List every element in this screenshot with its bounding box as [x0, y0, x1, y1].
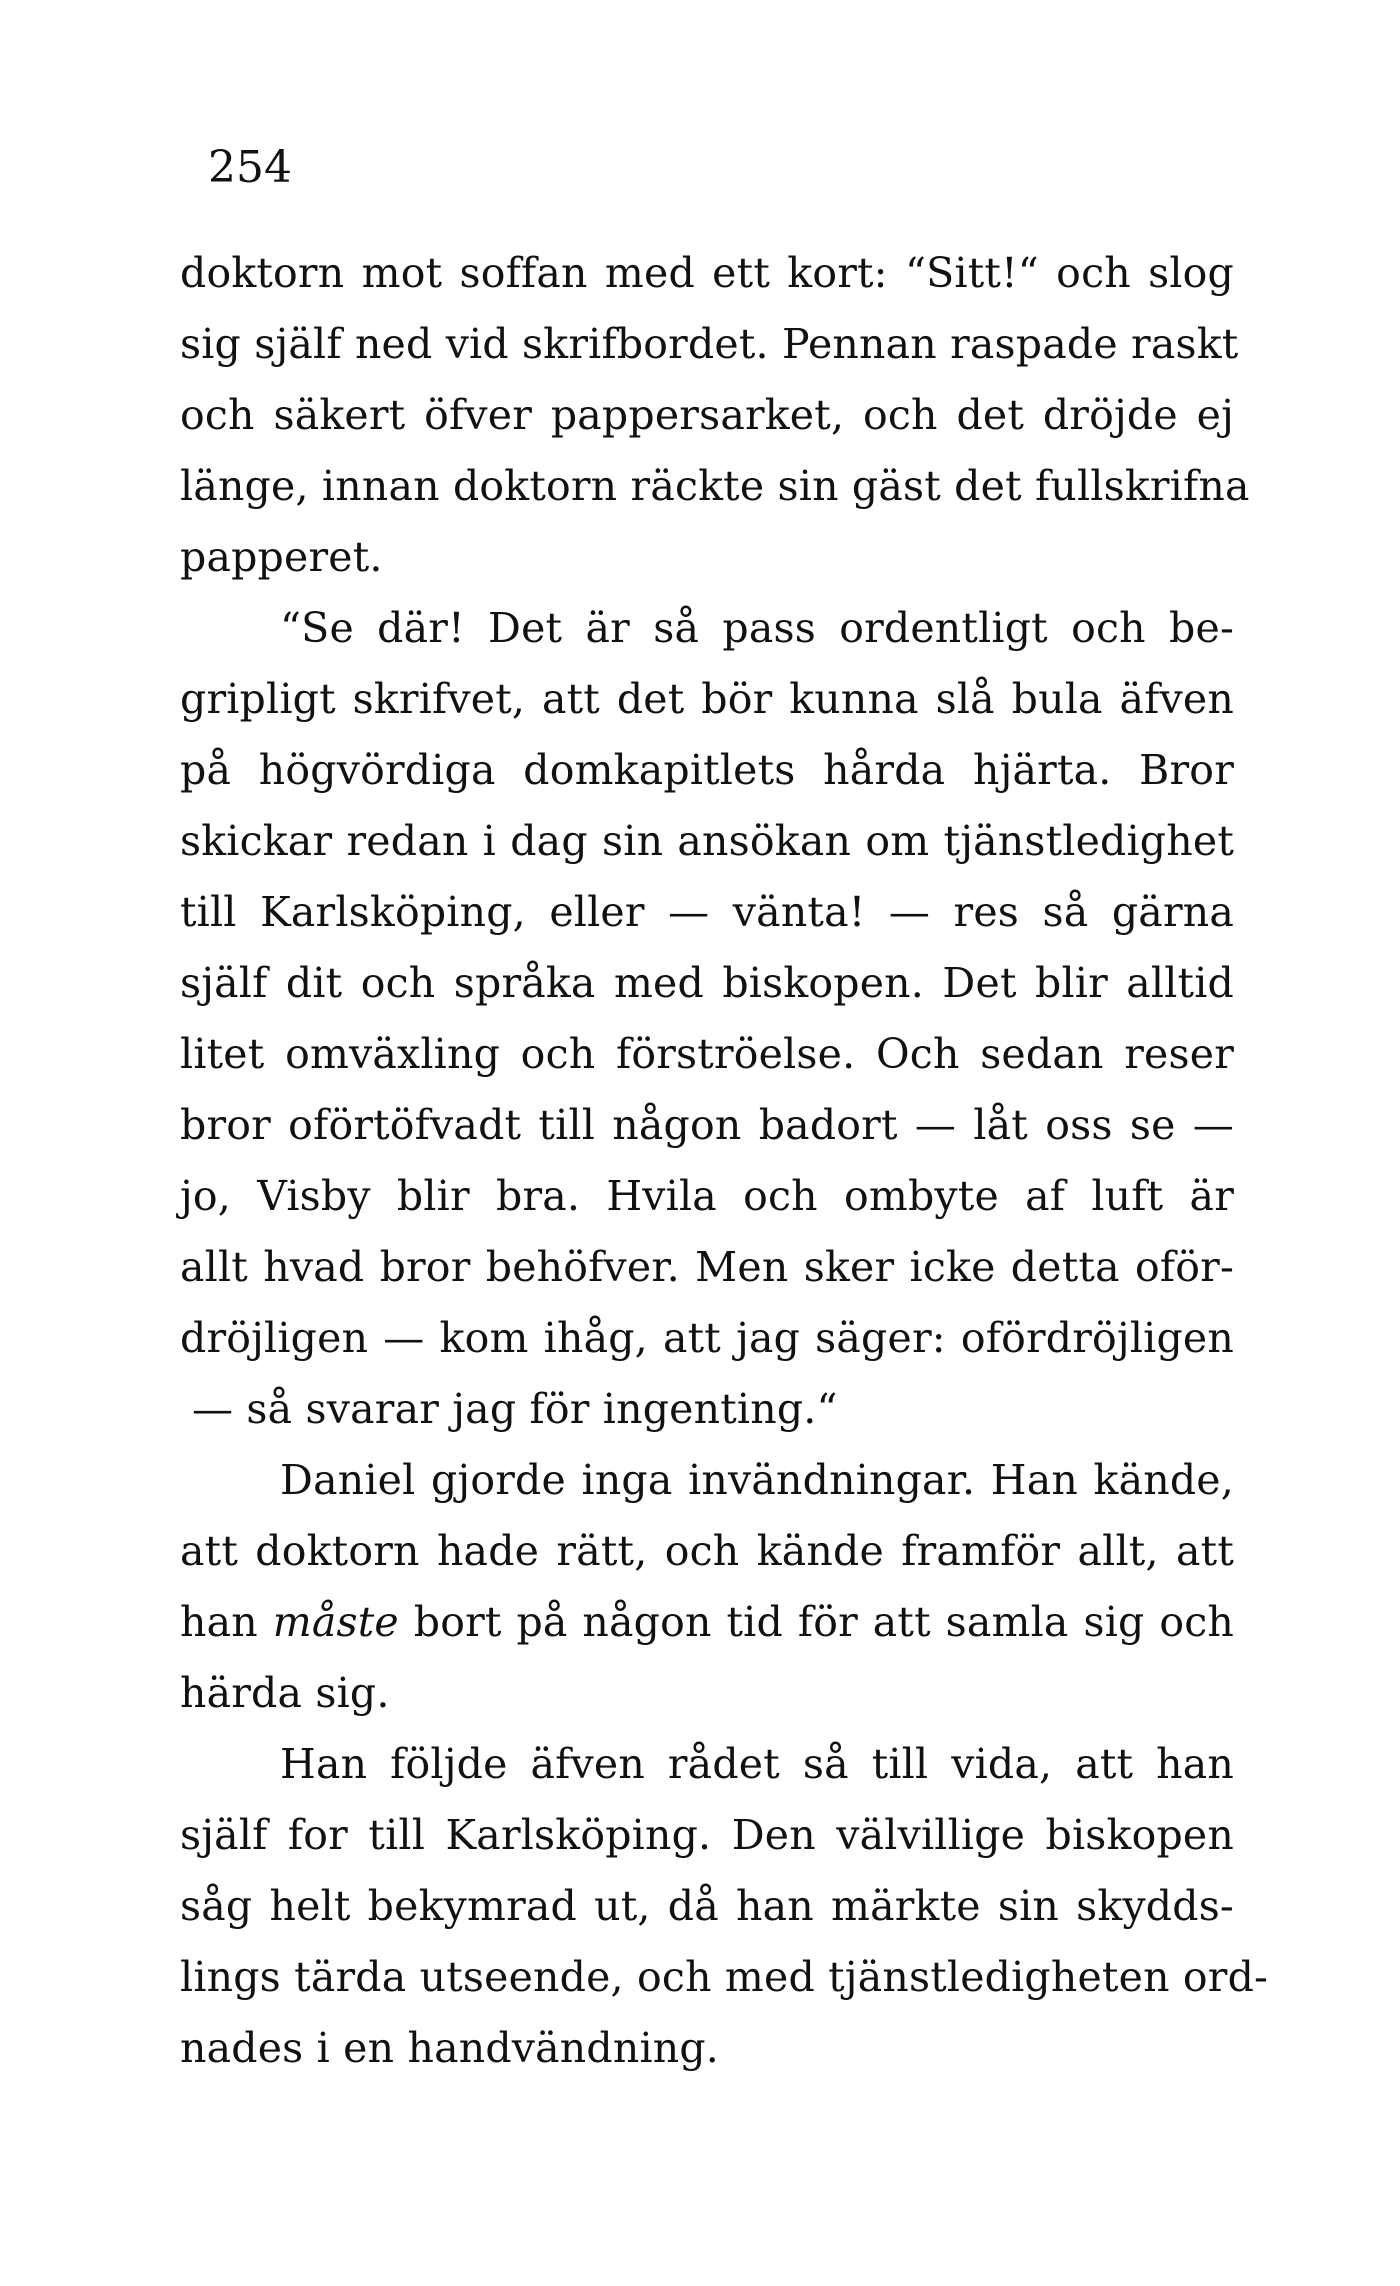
- text-line-13: bror oförtöfvadt till någon badort — låt oss se —: [180, 1101, 1234, 1149]
- text-line-26: nades i en handvändning.: [180, 2024, 720, 2072]
- text-line-25: lings tärda utseende, och med tjänstledigheten ord-: [180, 1953, 1269, 2001]
- text-line-23: själf for till Karlsköping. Den välvillige biskopen: [180, 1811, 1234, 1859]
- text-line-21: härda sig.: [180, 1669, 390, 1717]
- text-line-18: Daniel gjorde inga invändningar. Han kände,: [280, 1456, 1234, 1504]
- text-line-20-before: han: [180, 1598, 273, 1646]
- text-line-20-after: bort på någon tid för att samla sig och: [398, 1598, 1234, 1646]
- text-line-4: länge, innan doktorn räckte sin gäst det fullskrifna: [180, 462, 1250, 510]
- text-line-20: [180, 1587, 1234, 1658]
- text-line-11: själf dit och språka med biskopen. Det blir alltid: [180, 959, 1234, 1007]
- text-line-8: på högvördiga domkapitlets hårda hjärta. Bror: [180, 746, 1234, 794]
- text-line-22: Han följde äfven rådet så till vida, att han: [280, 1740, 1234, 1788]
- text-line-15: allt hvad bror behöfver. Men sker icke detta oför-: [180, 1243, 1234, 1291]
- text-line-6: “Se där! Det är så pass ordentligt och be-: [280, 604, 1234, 652]
- text-line-14: jo, Visby blir bra. Hvila och ombyte af luft är: [180, 1172, 1234, 1220]
- text-line-1: doktorn mot soffan med ett kort: “Sitt!“ och slog: [180, 249, 1234, 297]
- text-line-16: dröjligen — kom ihåg, att jag säger: ofördröjligen: [180, 1314, 1234, 1362]
- text-line-19: att doktorn hade rätt, och kände framför allt, att: [180, 1527, 1234, 1575]
- text-line-2: sig själf ned vid skrifbordet. Pennan raspade raskt: [180, 320, 1239, 368]
- text-line-3: och säkert öfver pappersarket, och det dröjde ej: [180, 391, 1234, 439]
- emphasized-word: måste: [272, 1598, 399, 1646]
- text-line-12: litet omväxling och förströelse. Och sedan reser: [180, 1030, 1234, 1078]
- text-line-24: såg helt bekymrad ut, då han märkte sin skydds-: [180, 1882, 1234, 1930]
- text-line-17: — så svarar jag för ingenting.“: [192, 1385, 838, 1433]
- body-text: [180, 238, 1269, 2084]
- text-line-10: till Karlsköping, eller — vänta! — res så gärna: [180, 888, 1234, 936]
- text-line-9: skickar redan i dag sin ansökan om tjänstledighet: [180, 817, 1234, 865]
- text-line-5: papperet.: [180, 533, 383, 581]
- page-number: 254: [208, 142, 292, 193]
- text-line-7: gripligt skrifvet, att det bör kunna slå bula äfven: [180, 675, 1234, 723]
